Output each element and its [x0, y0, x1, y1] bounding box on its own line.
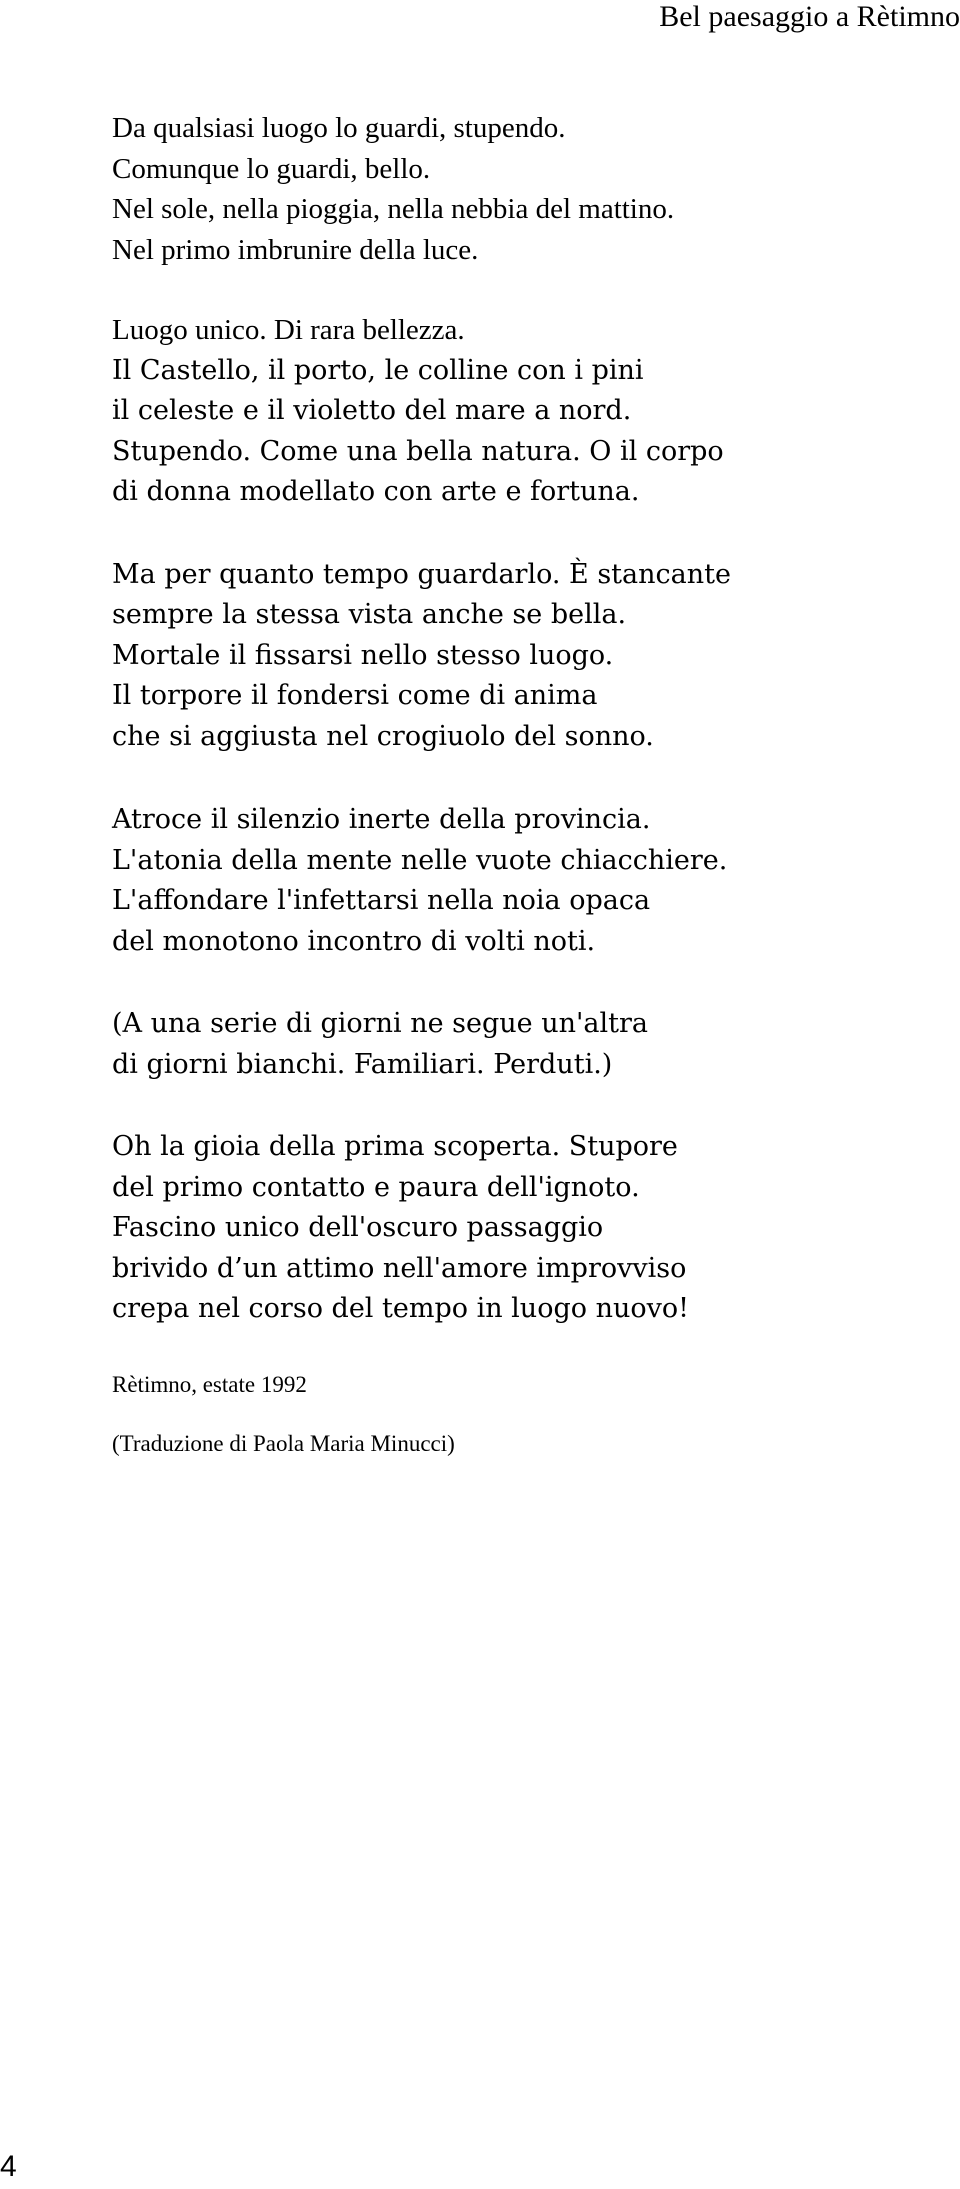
poem-line: crepa nel corso del tempo in luogo nuovo! [112, 1293, 689, 1324]
poem-line: di giorni bianchi. Familiari. Perduti.) [112, 1048, 613, 1080]
poem-line: Ma per quanto tempo guardarlo. È stancante [112, 558, 731, 590]
stanza-4 [112, 800, 912, 962]
stanza-5 [112, 1004, 912, 1085]
poem-line: Atroce il silenzio inerte della provincia. [112, 804, 651, 835]
poem-line: sempre la stessa vista anche se bella. [112, 599, 627, 630]
poem-line: Luogo unico. Di rara bellezza. [112, 314, 465, 346]
poem-line: di donna modellato con arte e fortuna. [112, 476, 640, 507]
poem-line: Stupendo. Come una bella natura. O il corpo [112, 435, 724, 467]
stanza-6 [112, 1127, 912, 1330]
poem-line: Fascino unico dell'oscuro passaggio [112, 1212, 604, 1243]
poem-line: Il torpore il fondersi come di anima [112, 680, 598, 711]
stanza-2 [112, 310, 912, 513]
poem-line: L'affondare l'infettarsi nella noia opaca [112, 885, 651, 916]
poem-line: Il Castello, il porto, le colline con i pini [112, 354, 644, 386]
stanza-1 [112, 108, 912, 270]
poem-line: L'atonia della mente nelle vuote chiacchiere. [112, 844, 728, 876]
poem-line: del monotono incontro di volti noti. [112, 925, 596, 957]
poem-body [112, 108, 912, 1330]
poem-line: Nel sole, nella pioggia, nella nebbia del mattino. [112, 193, 675, 225]
poem-line: del primo contatto e paura dell'ignoto. [112, 1171, 640, 1203]
stanza-3 [112, 555, 912, 758]
poem-line: (A una serie di giorni ne segue un'altra [112, 1008, 649, 1039]
poem-line: Nel primo imbrunire della luce. [112, 233, 479, 266]
running-header: Bel paesaggio a Rètimno [659, 0, 960, 33]
page-number: 4 [0, 2150, 17, 2183]
poem-line: Da qualsiasi luogo lo guardi, stupendo. [112, 112, 566, 144]
poem-line: Comunque lo guardi, bello. [112, 152, 431, 185]
place-date: Rètimno, estate 1992 [112, 1372, 307, 1397]
poem-line: che si aggiusta nel crogiuolo del sonno. [112, 720, 654, 752]
poem-line: il celeste e il violetto del mare a nord. [112, 395, 632, 426]
poem-line: Mortale il fissarsi nello stesso luogo. [112, 639, 614, 671]
poem-line: brivido d’un attimo nell'amore improvviso [112, 1252, 687, 1284]
translation-credit: (Traduzione di Paola Maria Minucci) [112, 1431, 455, 1456]
poem-line: Oh la gioia della prima scoperta. Stupore [112, 1131, 678, 1162]
